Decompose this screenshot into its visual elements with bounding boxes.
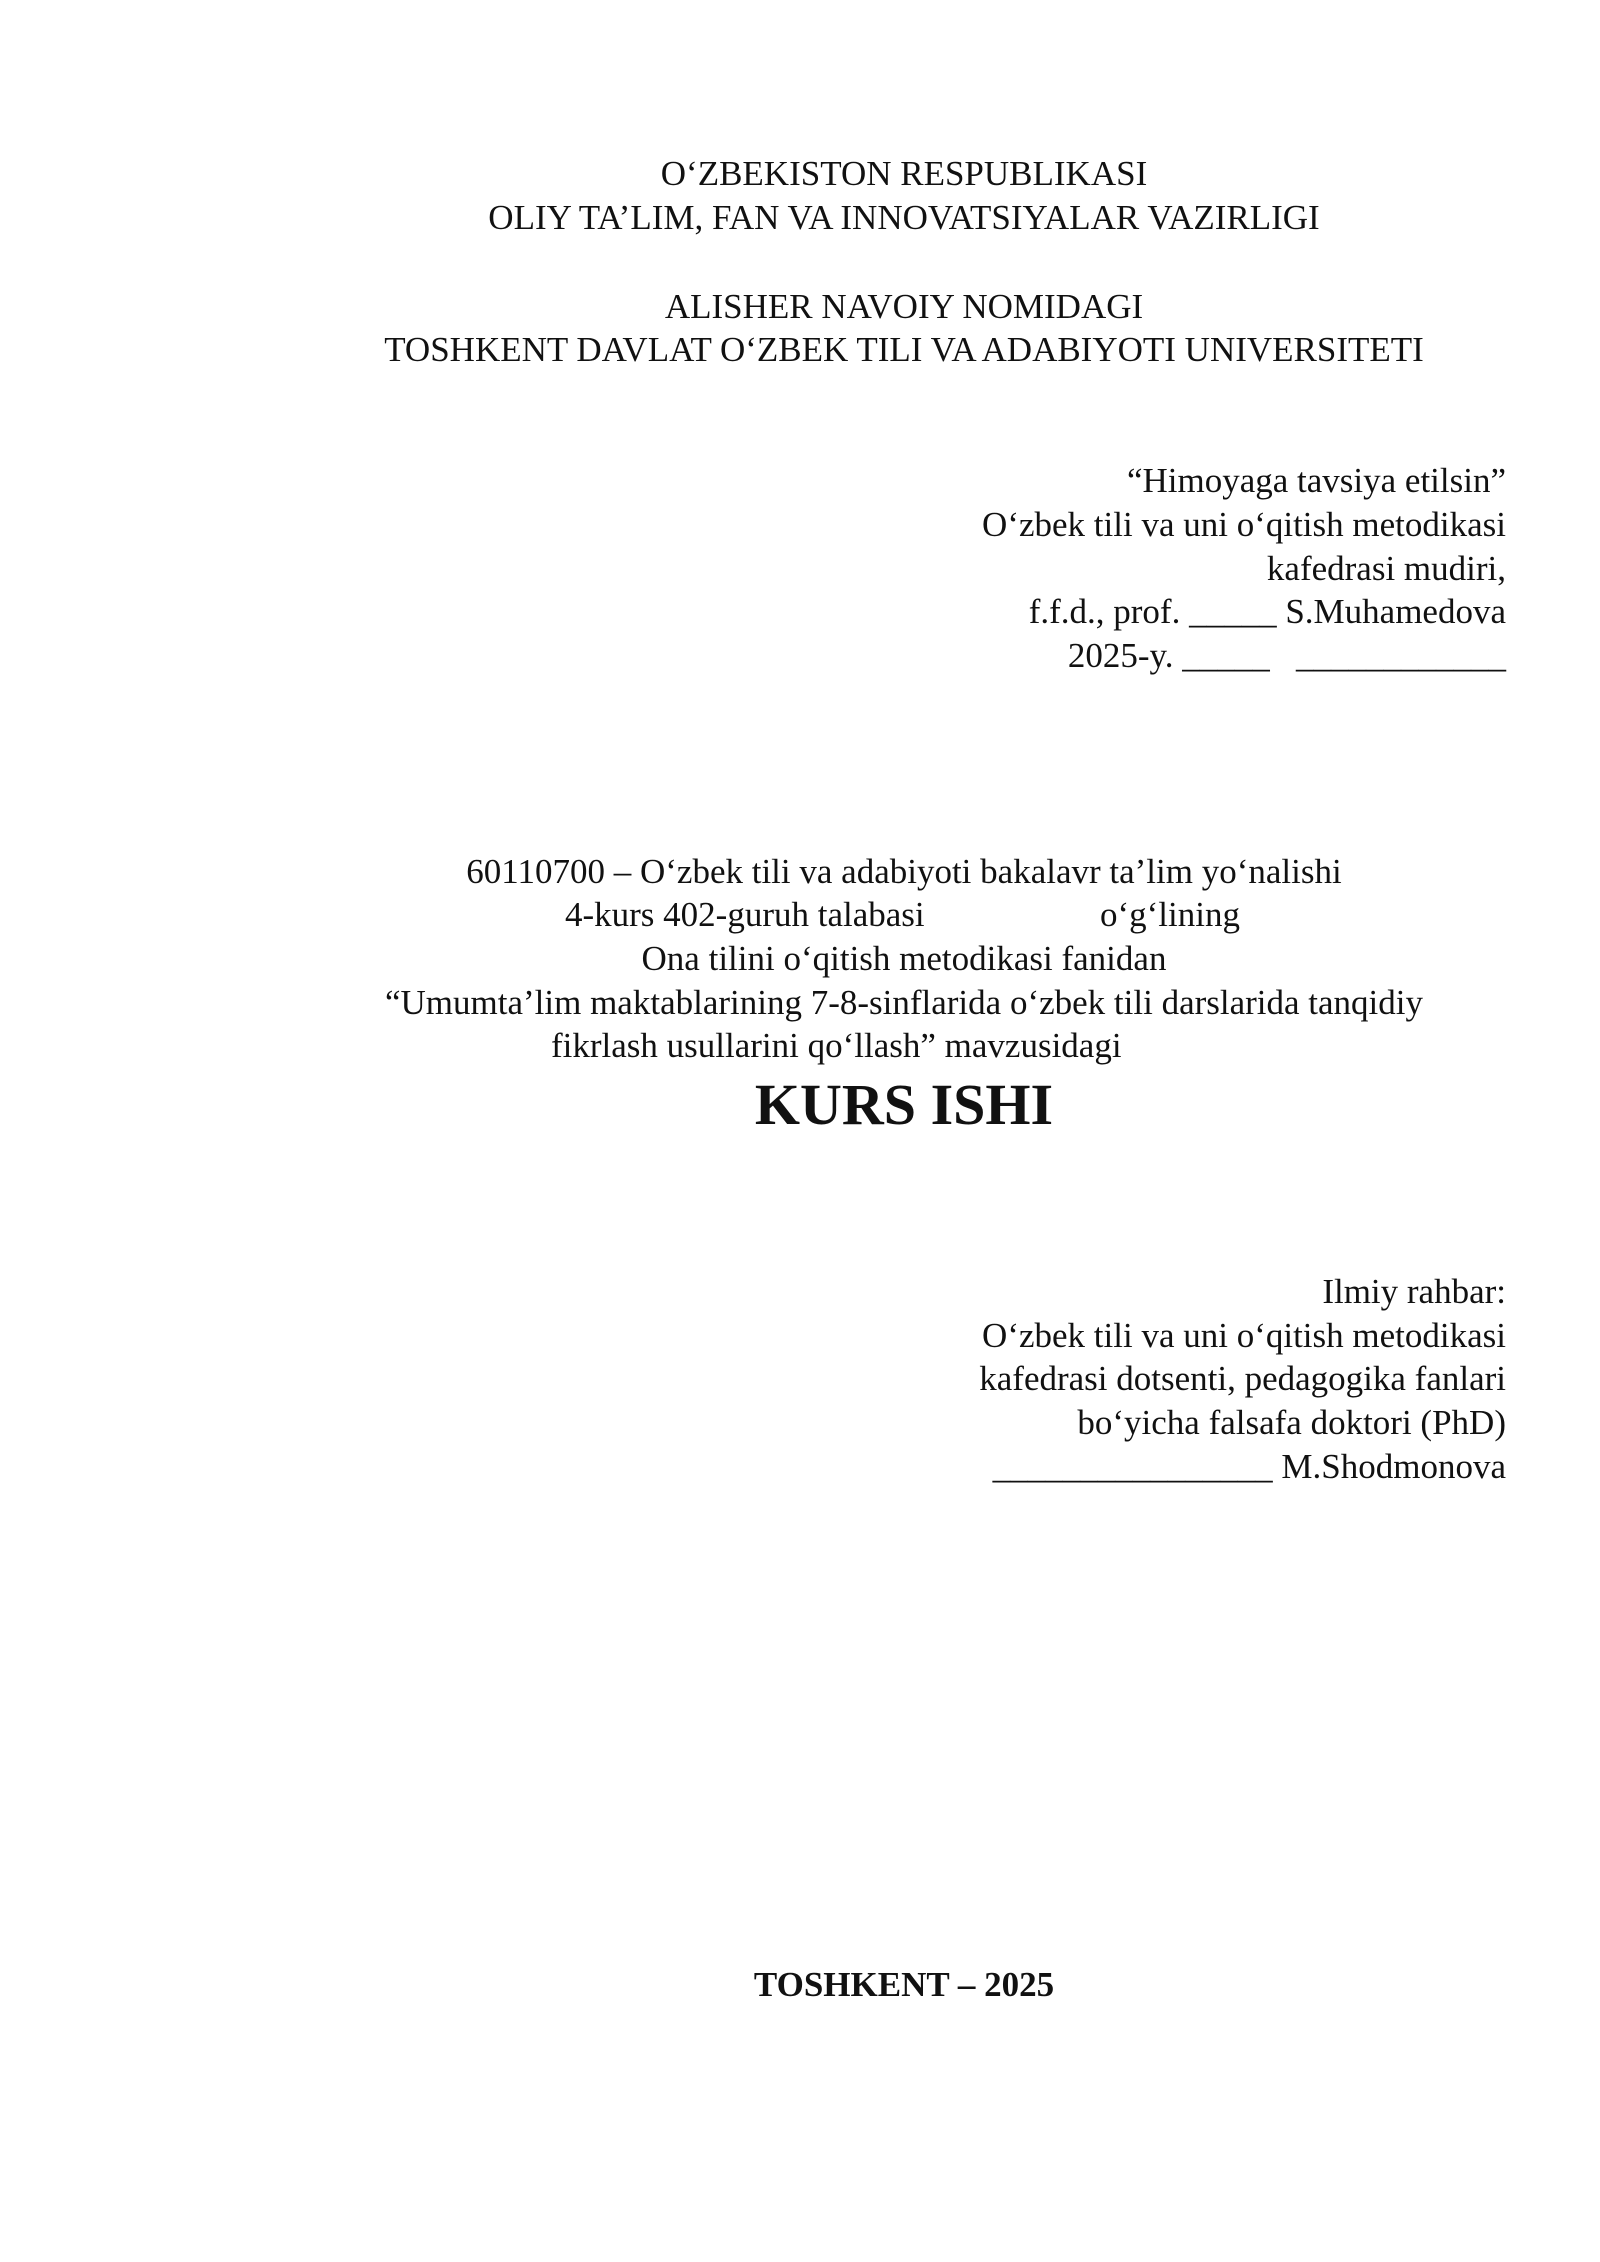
student-line: 4-kurs 402-guruh talabasi [565,895,925,934]
city-year: TOSHKENT – 2025 [753,1965,1055,2004]
program-line: 60110700 – O‘zbek tili va adabiyoti bakalavr ta’lim yo‘nalishi [466,852,1342,891]
topic-line-1: “Umumta’lim maktablarining 7-8-sinflarida o‘zbek tili darslarida tanqidiy [384,983,1424,1022]
approval-line-2: O‘zbek tili va uni o‘qitish metodikasi [982,505,1506,544]
ministry-line-2: OLIY TA’LIM, FAN VA INNOVATSIYALAR VAZIRLIGI [488,198,1320,237]
approval-line-5: 2025-y. _____ ____________ [1067,636,1506,675]
approval-line-4: f.f.d., prof. _____ S.Muhamedova [1028,592,1506,631]
supervisor-line-1: Ilmiy rahbar: [1322,1272,1506,1311]
supervisor-line-5: ________________ M.Shodmonova [992,1447,1506,1486]
approval-line-3: kafedrasi mudiri, [1266,549,1506,588]
approval-line-1: “Himoyaga tavsiya etilsin” [1126,461,1506,500]
supervisor-line-4: bo‘yicha falsafa doktori (PhD) [1077,1403,1506,1442]
ministry-line-1: O‘ZBEKISTON RESPUBLIKASI [660,154,1148,193]
supervisor-line-2: O‘zbek tili va uni o‘qitish metodikasi [982,1316,1506,1355]
supervisor-line-3: kafedrasi dotsenti, pedagogika fanlari [979,1359,1506,1398]
topic-line-2: fikrlash usullarini qo‘llash” mavzusidagi [551,1026,1122,1065]
university-line-1: ALISHER NAVOIY NOMIDAGI [664,287,1144,326]
student-line-suffix: o‘g‘lining [1100,895,1240,934]
subject-line: Ona tilini o‘qitish metodikasi fanidan [641,939,1167,978]
document-title: KURS ISHI [754,1072,1054,1137]
university-line-2: TOSHKENT DAVLAT O‘ZBEK TILI VA ADABIYOTI UNIVERSITETI [384,330,1424,369]
